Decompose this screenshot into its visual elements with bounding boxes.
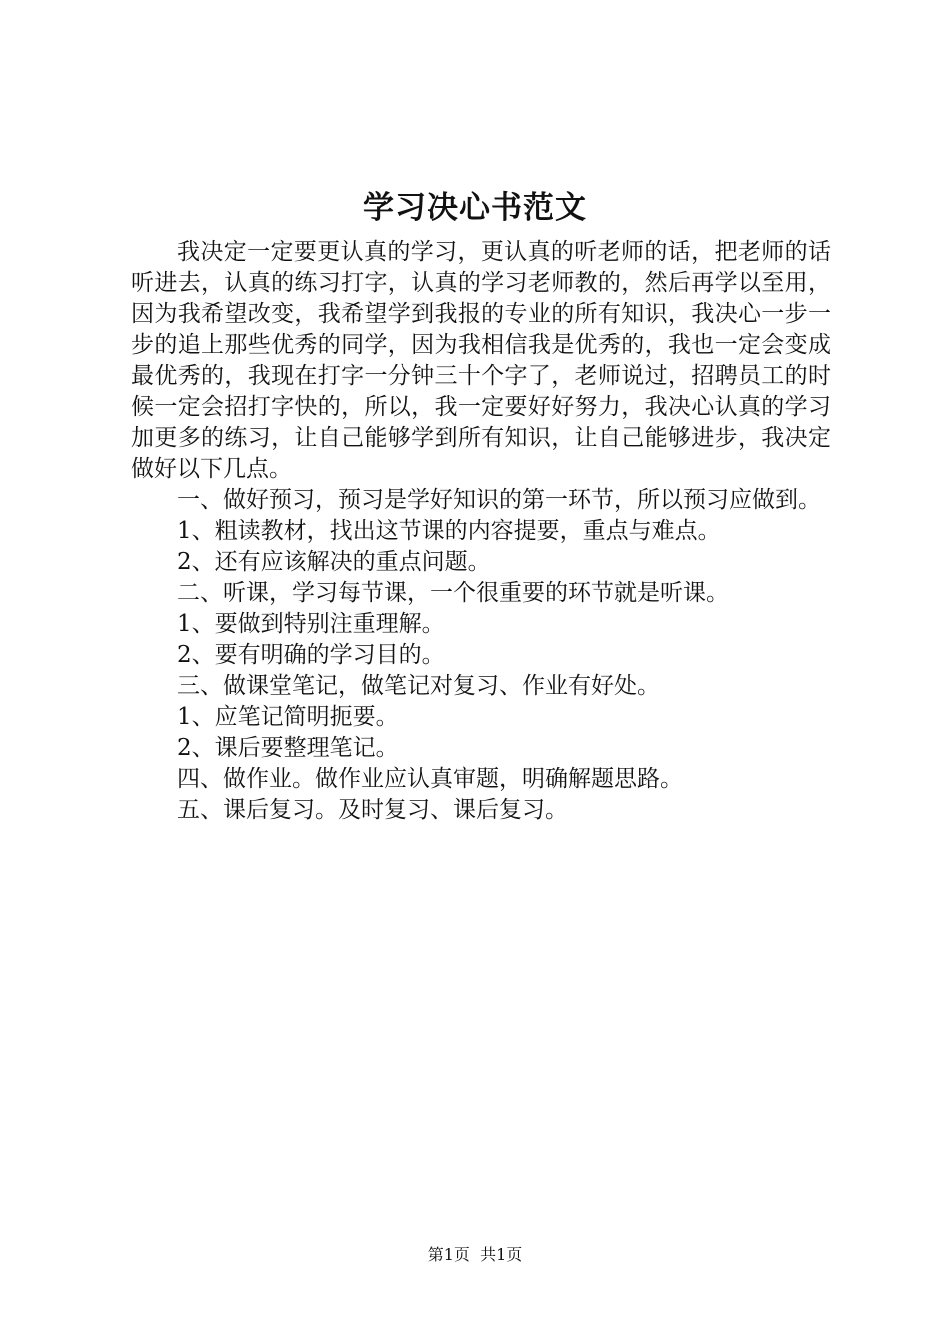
section-2-item-1: 1、要做到特别注重理解。: [177, 611, 445, 637]
section-2-heading: 二、听课，学习每节课，一个很重要的环节就是听课。: [177, 580, 729, 606]
section-3-item-2: 2、课后要整理笔记。: [177, 735, 399, 761]
document-title: 学习决心书范文: [363, 190, 587, 226]
section-1-item-2: 2、还有应该解决的重点问题。: [177, 549, 491, 575]
section-1-heading: 一、做好预习，预习是学好知识的第一环节，所以预习应做到。: [177, 487, 821, 513]
section-4-heading: 四、做作业。做作业应认真审题，明确解题思路。: [177, 766, 683, 792]
document-body: [131, 237, 831, 826]
section-5-heading: 五、课后复习。及时复习、课后复习。: [177, 797, 568, 823]
section-3-heading: 三、做课堂笔记，做笔记对复习、作业有好处。: [177, 673, 660, 699]
page-footer: 第1页 共1页: [427, 1245, 523, 1264]
intro-paragraph: 我决定一定要更认真的学习，更认真的听老师的话，把老师的话听进去，认真的练习打字，认真的学习老师教的，然后再学以至用，因为我希望改变，我希望学到我报的专业的所有知识，我决心一步一步的追上那些优秀的同学，因为我相信我是优秀的，我也一定会变成最优秀的，我现在打字一分钟三十个字了，老师说过，招聘员工的时候一定会招打字快的，所以，我一定要好好努力，我决心认真的学习加更多的练习，让自己能够学到所有知识，让自己能够进步，我决定做好以下几点。: [131, 239, 831, 482]
section-1-item-1: 1、粗读教材，找出这节课的内容提要，重点与难点。: [177, 518, 721, 544]
section-2-item-2: 2、要有明确的学习目的。: [177, 642, 445, 668]
section-3-item-1: 1、应笔记简明扼要。: [177, 704, 399, 730]
